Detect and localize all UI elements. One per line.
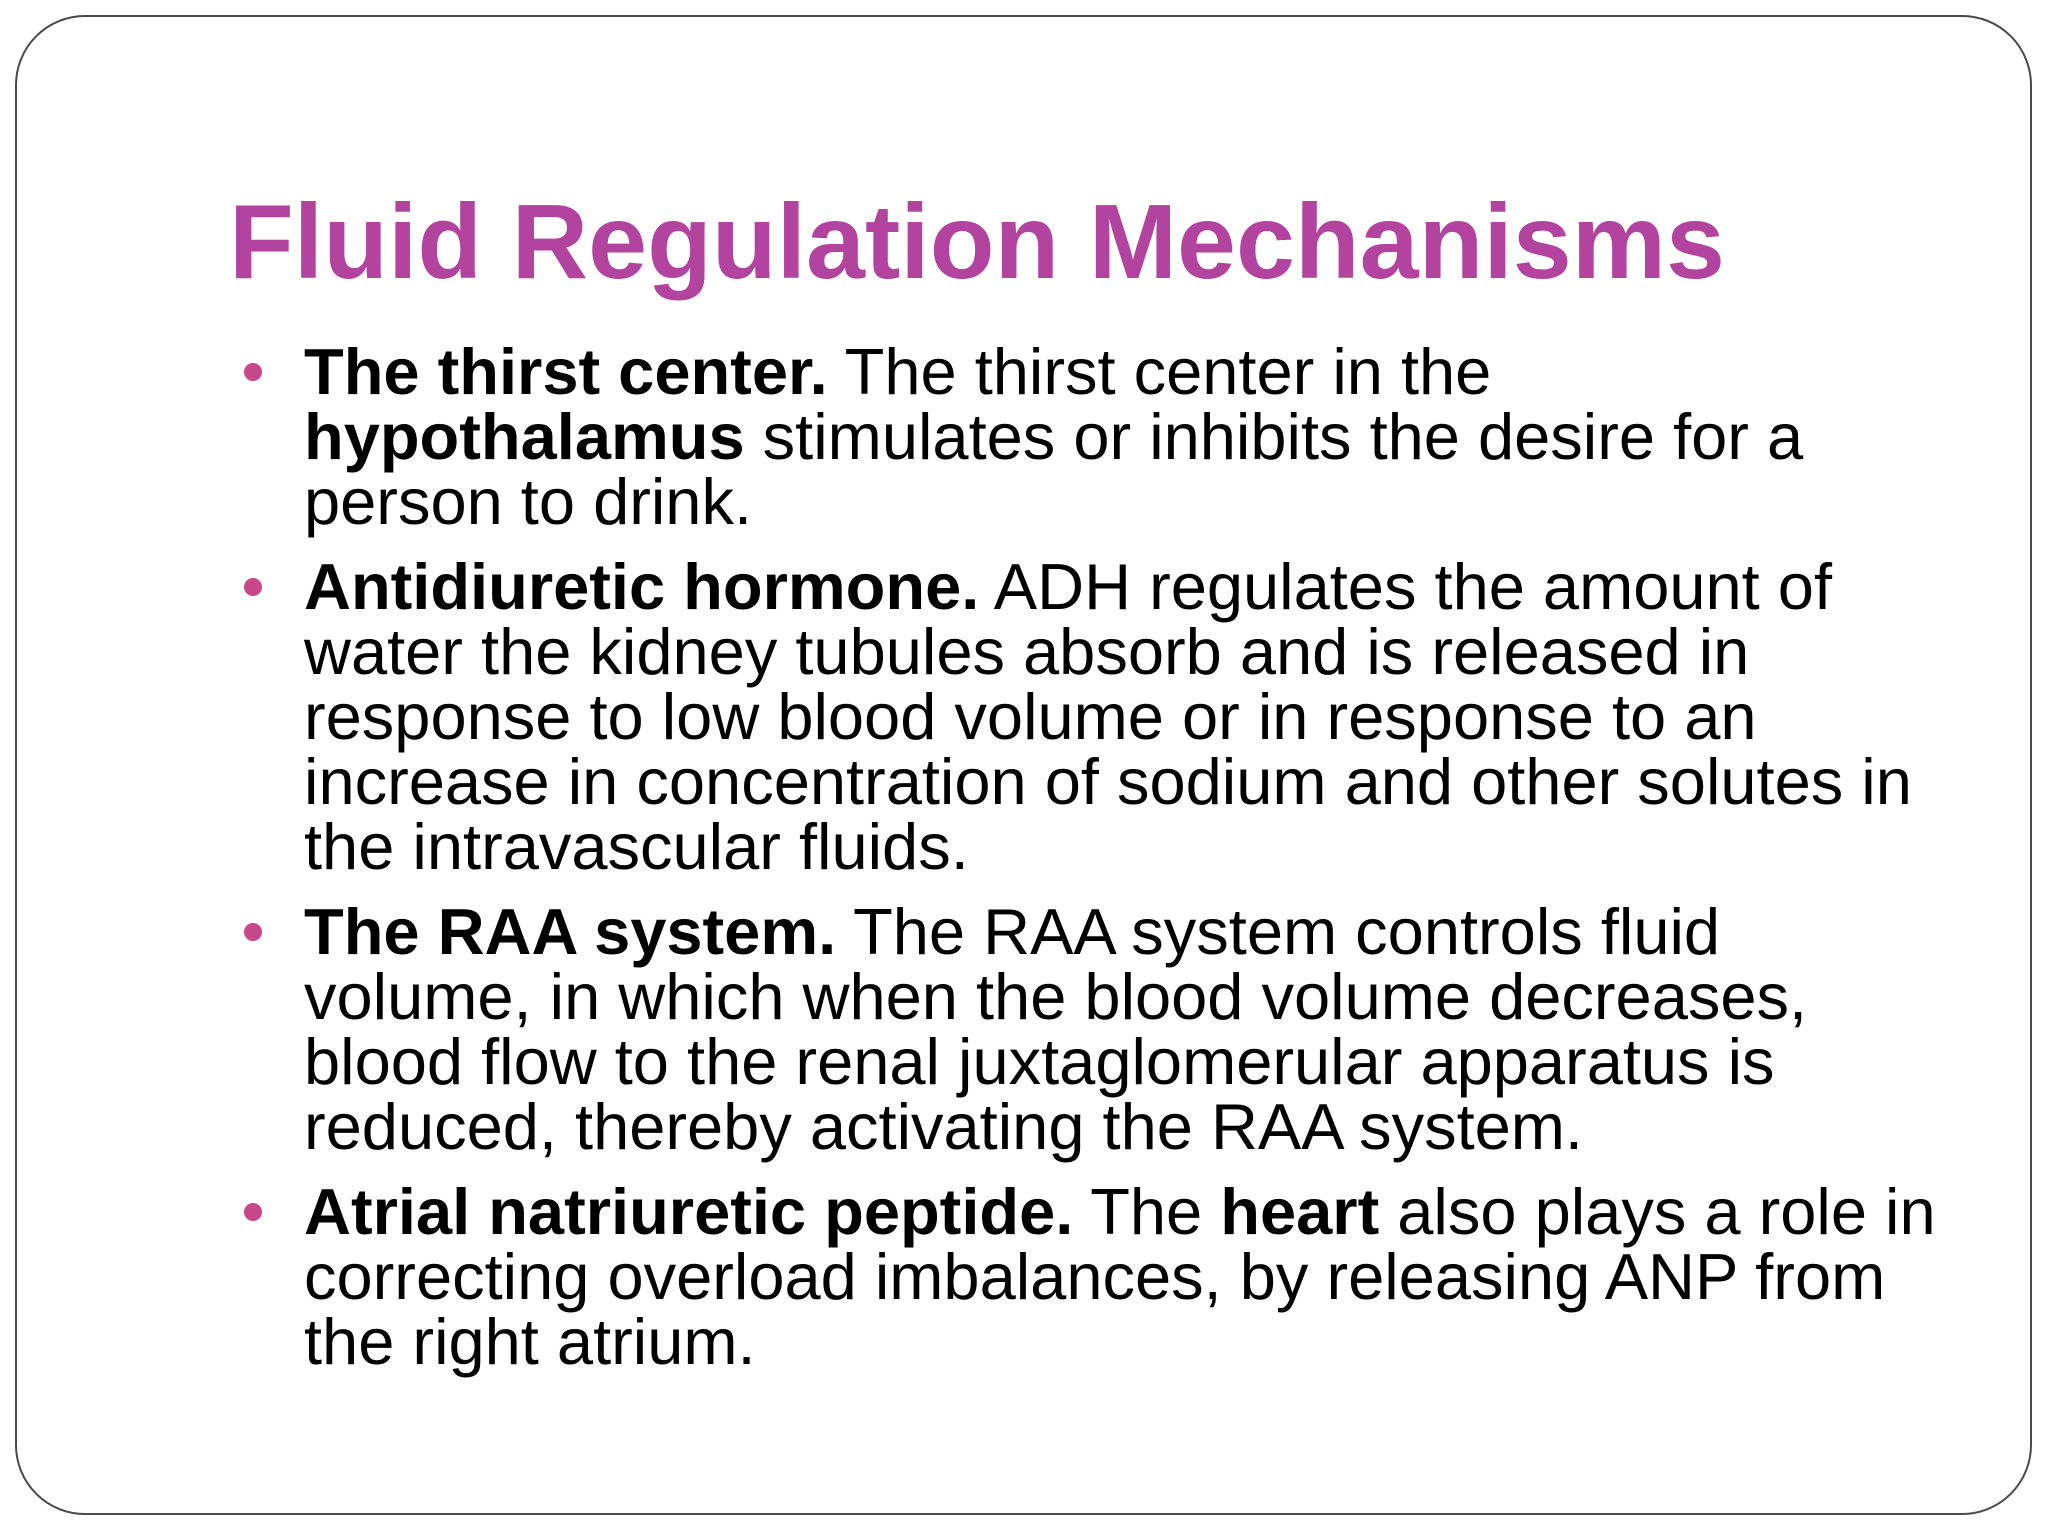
bullet-dot-icon [244,923,262,941]
bullet-dot-icon [244,578,262,596]
bullet-heading: The thirst center. [304,335,828,408]
slide [15,15,2032,1515]
bullet-dot-icon [244,363,262,381]
bullet-bold-term: heart [1220,1175,1380,1248]
bullet-text: ADH regulates the amount of water the kidney tubules absorb and is released in response to low blood volume or in response to an increase in concentration of sodium and other solutes in the intravascular fluids. [304,550,1912,883]
bullet-text: The [1073,1175,1221,1248]
bullet-thirst-center [229,335,1949,538]
bullet-antidiuretic-hormone [229,550,1949,883]
bullet-atrial-natriuretic-peptide [229,1175,1949,1378]
bullet-heading: The RAA system. [304,895,837,968]
bullet-heading: Antidiuretic hormone. [304,550,980,623]
bullet-list [229,335,1949,1394]
bullet-raa-system [229,895,1949,1163]
bullet-bold-term: hypothalamus [304,400,745,473]
bullet-text: also plays a role in correcting overload imbalances, by releasing ANP from the right atrium. [304,1175,1936,1378]
bullet-dot-icon [244,1203,262,1221]
bullet-text: The RAA system controls fluid volume, in which when the blood volume decreases, blood flow to the renal juxtaglomerular apparatus is reduced, thereby activating the RAA system. [304,895,1808,1163]
bullet-text: The thirst center in the [827,335,1492,408]
slide-title: Fluid Regulation Mechanisms [229,183,1725,301]
bullet-text: stimulates or inhibits the desire for a person to drink. [304,400,1804,538]
bullet-heading: Atrial natriuretic peptide. [304,1175,1074,1248]
